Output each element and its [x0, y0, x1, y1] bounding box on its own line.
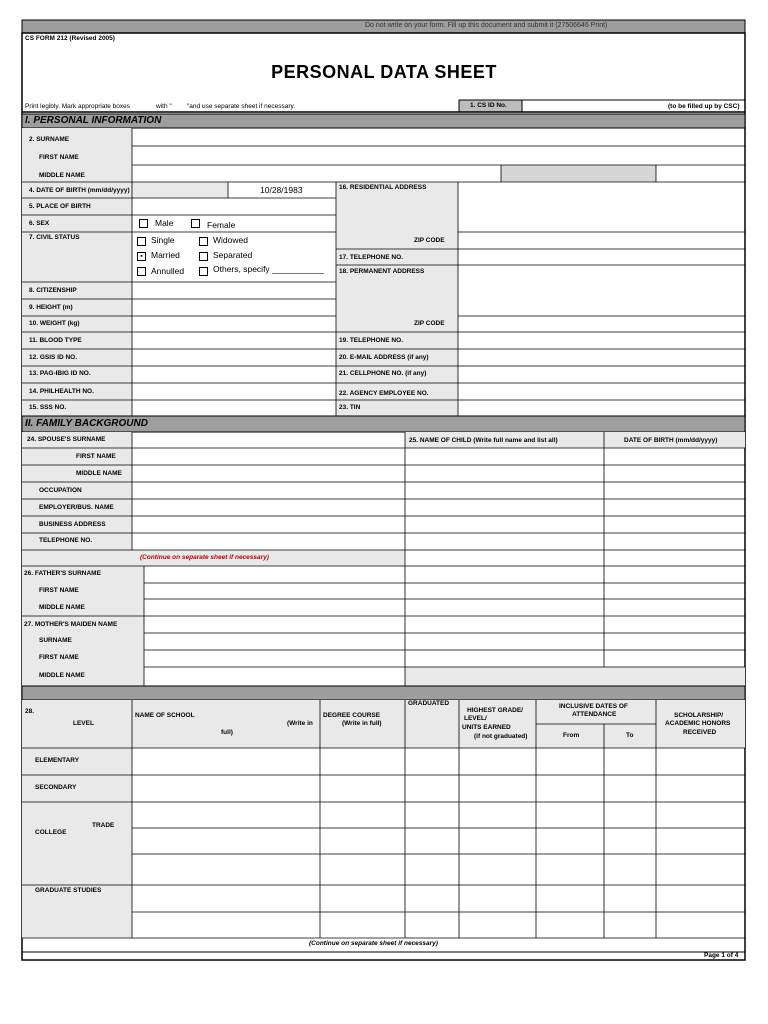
section-personal-information: I. PERSONAL INFORMATION — [25, 115, 162, 126]
label-occupation: OCCUPATION — [39, 487, 82, 494]
label-mother-maiden-name: 27. MOTHER'S MAIDEN NAME — [24, 621, 118, 628]
header-highest-b: LEVEL/ — [464, 715, 487, 722]
label-mother-first-name: FIRST NAME — [39, 654, 79, 661]
child-name-header: 25. NAME OF CHILD (Write full name and list all) — [409, 437, 558, 444]
label-business-address: BUSINESS ADDRESS — [39, 521, 106, 528]
widowed-label: Widowed — [213, 235, 248, 245]
header-scholarship-c: RECEIVED — [683, 729, 717, 736]
instructions-part-c: "and use separate sheet if necessary. — [187, 103, 296, 110]
label-father-middle-name: MIDDLE NAME — [39, 604, 85, 611]
cs-id-field[interactable] — [525, 101, 655, 111]
label-permanent-address: 18. PERMANENT ADDRESS — [339, 268, 425, 275]
label-civil-status: 7. CIVIL STATUS — [29, 234, 80, 241]
annulled-checkbox[interactable] — [137, 267, 146, 276]
label-philhealth: 14. PHILHEALTH NO. — [29, 388, 94, 395]
female-checkbox[interactable] — [191, 219, 200, 228]
separated-label: Separated — [213, 250, 253, 260]
annulled-label: Annulled — [151, 266, 185, 276]
header-inclusive-b: ATTENDANCE — [572, 711, 617, 718]
middle-name-field[interactable] — [134, 167, 499, 180]
label-spouse-first-name: FIRST NAME — [76, 453, 116, 460]
male-checkbox[interactable] — [139, 219, 148, 228]
cs-id-label: 1. CS ID No. — [470, 102, 507, 109]
separated-checkbox[interactable] — [199, 252, 208, 261]
label-blood-type: 11. BLOOD TYPE — [29, 337, 82, 344]
level-college: COLLEGE — [35, 829, 67, 836]
label-zip-code-1: ZIP CODE — [414, 237, 445, 244]
label-weight: 10. WEIGHT (kg) — [29, 320, 80, 327]
header-inclusive-a: INCLUSIVE DATES OF — [559, 703, 628, 710]
others-checkbox[interactable] — [199, 267, 208, 276]
instructions-part-a: Print legibly. Mark appropriate boxes — [25, 103, 131, 110]
top-strip-text: Do not write on your form. Fill up this document and submit it (27506646 Print) — [365, 22, 608, 29]
first-name-field[interactable] — [134, 148, 742, 163]
label-mother-middle-name: MIDDLE NAME — [39, 672, 85, 679]
label-surname: 2. SURNAME — [29, 136, 70, 143]
page-number: Page 1 of 4 — [704, 952, 739, 959]
label-sss: 15. SSS NO. — [29, 404, 67, 411]
male-label: Male — [155, 218, 174, 228]
philhealth-field[interactable] — [134, 385, 334, 398]
level-secondary: SECONDARY — [35, 784, 77, 791]
label-spouse-surname: 24. SPOUSE'S SURNAME — [27, 436, 106, 443]
label-date-of-birth: 4. DATE OF BIRTH (mm/dd/yyyy) — [29, 187, 130, 194]
label-mother-surname: SURNAME — [39, 637, 72, 644]
label-zip-code-2: ZIP CODE — [414, 320, 445, 327]
label-middle-name: MIDDLE NAME — [39, 172, 85, 179]
label-employer: EMPLOYER/BUS. NAME — [39, 504, 114, 511]
header-degree-a: DEGREE COURSE — [323, 712, 381, 719]
header-degree-b: (Write in full) — [342, 720, 382, 727]
single-label: Single — [151, 235, 175, 245]
widowed-checkbox[interactable] — [199, 237, 208, 246]
label-telephone-2: 19. TELEPHONE NO. — [339, 337, 403, 344]
level-elementary: ELEMENTARY — [35, 757, 80, 764]
header-from: From — [563, 732, 580, 739]
continue-note-family: (Continue on separate sheet if necessary) — [140, 554, 269, 561]
label-height: 9. HEIGHT (m) — [29, 304, 73, 311]
single-checkbox[interactable] — [137, 237, 146, 246]
label-citizenship: 8. CITIZENSHIP — [29, 287, 77, 294]
place-of-birth-field[interactable] — [134, 200, 334, 213]
education-number: 28. — [25, 708, 35, 715]
label-cellphone: 21. CELLPHONE NO. (if any) — [339, 370, 427, 377]
label-tin: 23. TIN — [339, 404, 361, 411]
citizenship-field[interactable] — [134, 284, 334, 297]
header-highest-a: HIGHEST GRADE/ — [467, 707, 523, 714]
page-title: PERSONAL DATA SHEET — [271, 62, 497, 82]
header-scholarship-b: ACADEMIC HONORS — [665, 720, 731, 727]
form-code: CS FORM 212 (Revised 2005) — [25, 35, 115, 42]
label-agency-employee-no: 22. AGENCY EMPLOYEE NO. — [339, 390, 429, 397]
blood-type-field[interactable] — [134, 334, 334, 347]
level-graduate-studies: GRADUATE STUDIES — [35, 887, 102, 894]
header-to: To — [626, 732, 634, 739]
date-of-birth-value[interactable]: 10/28/1983 — [260, 185, 303, 195]
label-pagibig: 13. PAG-IBIG ID NO. — [29, 370, 91, 377]
married-checkbox[interactable]: ▪ — [137, 252, 146, 261]
label-father-first-name: FIRST NAME — [39, 587, 79, 594]
label-sex: 6. SEX — [29, 220, 50, 227]
label-spouse-telephone: TELEPHONE NO. — [39, 537, 93, 544]
instructions-part-b: with " — [156, 103, 172, 110]
label-residential-address: 16. RESIDENTIAL ADDRESS — [339, 184, 427, 191]
label-first-name: FIRST NAME — [39, 154, 79, 161]
header-scholarship-a: SCHOLARSHIP/ — [674, 712, 724, 719]
permanent-address-field[interactable] — [460, 267, 743, 314]
label-spouse-middle-name: MIDDLE NAME — [76, 470, 122, 477]
header-school-b: (Write in — [287, 720, 313, 727]
married-label: Married — [151, 250, 180, 260]
label-father-surname: 26. FATHER'S SURNAME — [24, 570, 101, 577]
section-family-background: II. FAMILY BACKGROUND — [25, 418, 148, 429]
child-dob-header: DATE OF BIRTH (mm/dd/yyyy) — [624, 437, 718, 444]
sss-field[interactable] — [134, 402, 334, 414]
label-telephone-1: 17. TELEPHONE NO. — [339, 254, 403, 261]
pagibig-field[interactable] — [134, 368, 334, 381]
others-label: Others, specify ___________ — [213, 264, 325, 274]
female-label: Female — [207, 220, 236, 230]
header-highest-d: (if not graduated) — [474, 733, 528, 740]
weight-field[interactable] — [134, 318, 334, 330]
cs-id-note: (to be filled up by CSC) — [668, 103, 740, 110]
residential-address-field[interactable] — [460, 184, 743, 230]
header-level: LEVEL — [73, 720, 94, 727]
continue-note-education: (Continue on separate sheet if necessary) — [309, 940, 438, 947]
surname-field[interactable] — [134, 130, 742, 144]
header-graduated: GRADUATED — [408, 700, 450, 707]
label-place-of-birth: 5. PLACE OF BIRTH — [29, 203, 91, 210]
label-email: 20. E-MAIL ADDRESS (if any) — [339, 354, 429, 361]
gsis-field[interactable] — [134, 351, 334, 364]
header-school-c: full) — [221, 729, 233, 736]
header-highest-c: UNITS EARNED — [462, 724, 511, 731]
header-school-a: NAME OF SCHOOL — [135, 712, 195, 719]
label-gsis: 12. GSIS ID NO. — [29, 354, 78, 361]
level-trade: TRADE — [92, 822, 115, 829]
height-field[interactable] — [134, 301, 334, 314]
